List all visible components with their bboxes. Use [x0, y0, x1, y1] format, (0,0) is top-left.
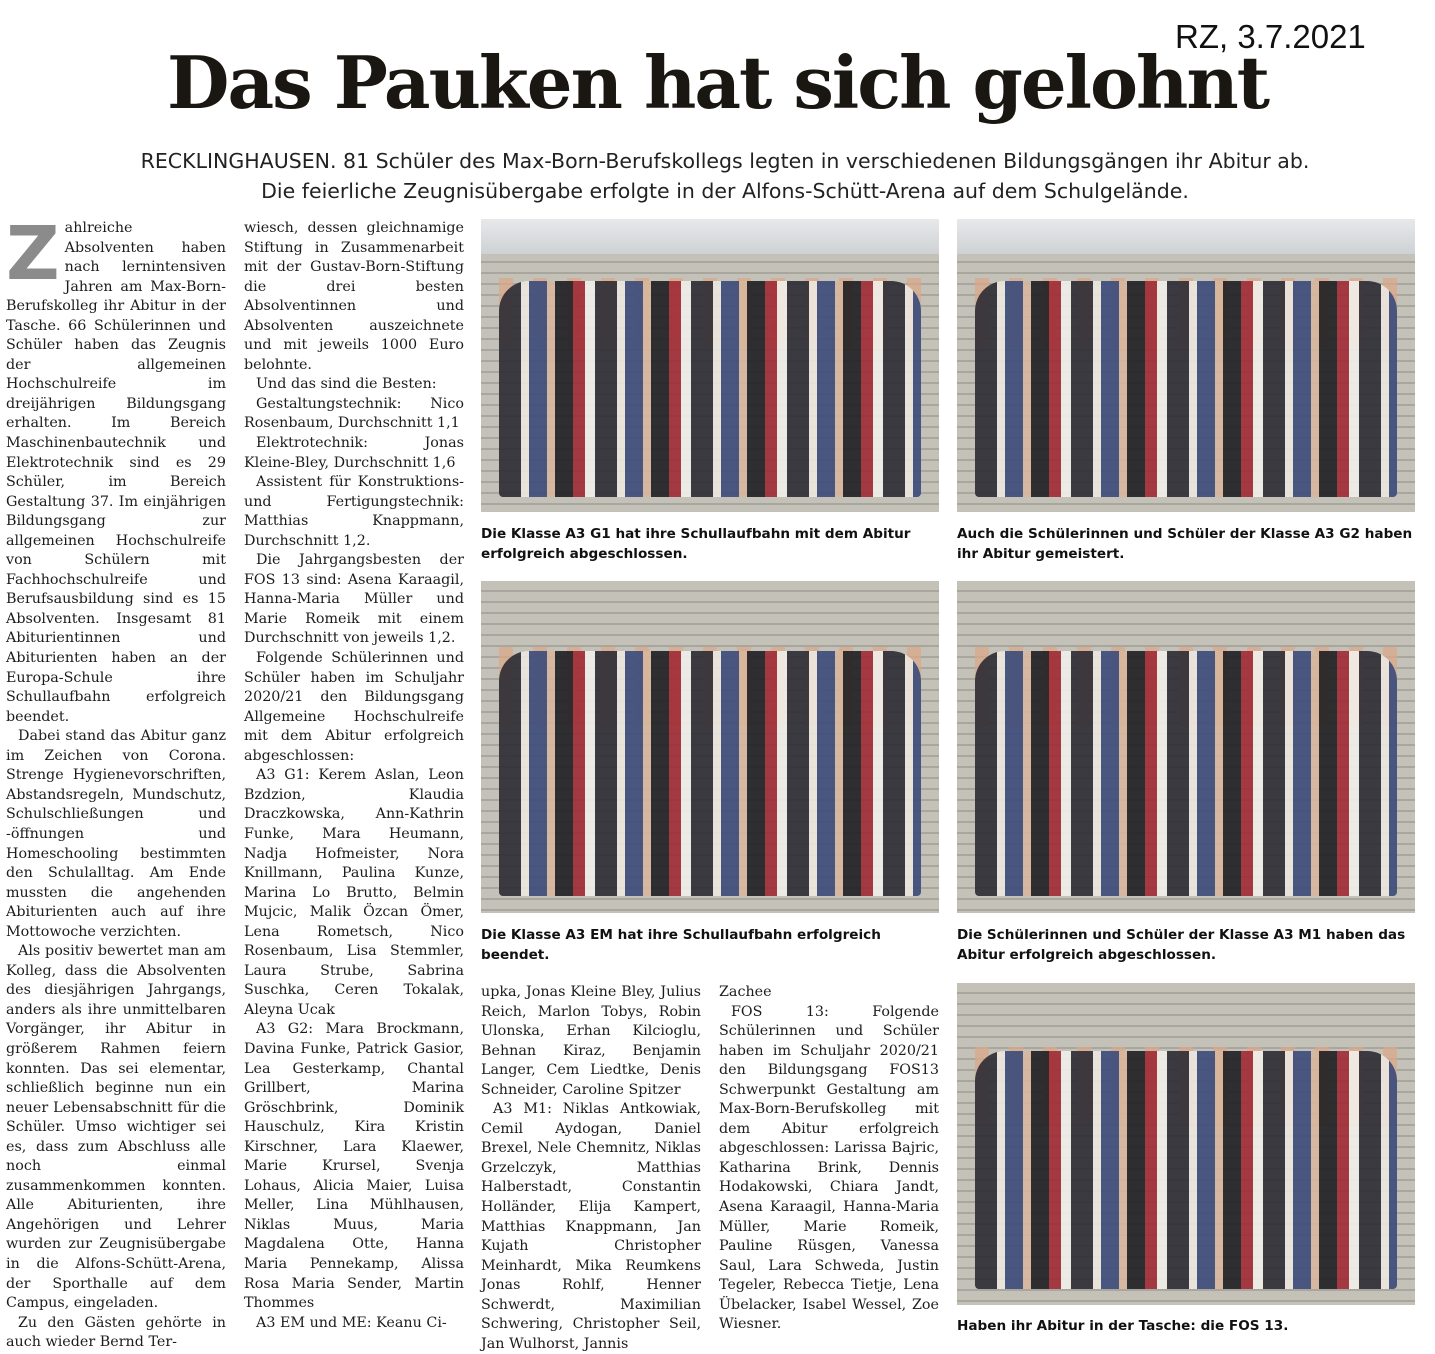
source-date-stamp: RZ, 3.7.2021 [1175, 18, 1366, 55]
paragraph: Folgende Schülerinnen und Schüler haben im Schuljahr 2020/21 den Bildungsgang Allgemeine Hochschulreife mit dem Abitur erfolgreich abgeschlossen: [244, 650, 464, 764]
group-photo-a3-m1 [957, 581, 1415, 913]
group-photo-a3-em [481, 581, 939, 913]
paragraph: Die Jahrgangsbesten der FOS 13 sind: Asena Karaagil, Hanna-Maria Müller und Marie Romeik mit einem Durchschnitt von jeweils 1,2. [244, 552, 464, 647]
paragraph: A3 M1: Niklas Antkowiak, Cemil Aydogan, Daniel Brexel, Nele Chemnitz, Niklas Grzelczyk, Matthias Halberstadt, Constantin Holländer, Elija Kampert, Matthias Knappmann, Jan Kujath Christopher Meinhardt, Mika Reumkens Jonas Rohlf, Henner Schwerdt, Maximilian Schwering, Christopher Seil, Jan Wulhorst, Jannis [481, 1101, 701, 1352]
paragraph: Zu den Gästen gehörte in auch wieder Bernd Ter- [6, 1314, 226, 1351]
group-photo-a3-g1 [481, 219, 939, 512]
group-photo-a3-g2 [957, 219, 1415, 512]
photo-caption: Haben ihr Abitur in der Tasche: die FOS 13. [957, 1318, 1289, 1334]
photo-caption: Die Klasse A3 G1 hat ihre Schullaufbahn mit dem Abitur erfolgreich abgeschlossen. [481, 526, 911, 562]
photo-caption: Die Schülerinnen und Schüler der Klasse A3 M1 haben das Abitur erfolgreich abgeschlossen. [957, 927, 1406, 963]
paragraph: Assistent für Konstruktions- und Fertigungstechnik: Matthias Knappmann, Durchschnitt 1,2. [244, 474, 464, 549]
text-column-3 [481, 983, 701, 1354]
paragraph: Dabei stand das Abitur ganz im Zeichen von Corona. Strenge Hygienevorschriften, Abstandsregeln, Mundschutz, Schulschließungen und -öffnungen und Homeschooling bestimmten den Schulalltag. Am Ende mussten die angehenden Abiturienten auch auf ihre Mottowoche verzichten. [6, 728, 226, 940]
deck-line-1: RECKLINGHAUSEN. 81 Schüler des Max-Born-Berufskollegs legten in verschiedenen Bildungsgängen ihr Abitur ab. [140, 149, 1310, 173]
paragraph: FOS 13: Folgende Schülerinnen und Schüler haben im Schuljahr 2020/21 den Bildungsgang FOS13 Schwerpunkt Gestaltung am Max-Born-Berufskolleg mit dem Abitur erfolgreich abgeschlossen: Larissa Bajric, Katharina Brink, Dennis Hodakowski, Chiara Jandt, Asena Karaagil, Hanna-Maria Müller, Marie Romeik, Pauline Rüsgen, Vanessa Saul, Lara Schweda, Justin Tegeler, Rebecca Tietje, Lena Übelacker, Isabel Wessel, Zoe Wiesner. [719, 1003, 939, 1333]
paragraph: A3 G1: Kerem Aslan, Leon Bzdzion, Klaudia Draczkowska, Ann-Kathrin Funke, Mara Heumann, Nadja Hofmeister, Nora Knillmann, Paulina Kunze, Marina Lo Brutto, Belmin Mujcic, Malik Özcan Ömer, Lena Rometsch, Nico Rosenbaum, Lisa Stemmler, Laura Strube, Sabrina Suschka, Ceren Tokalak, Aleyna Ucak [244, 767, 464, 1018]
text-column-4 [719, 983, 939, 1335]
paragraph: wiesch, dessen gleichnamige Stiftung in Zusammenarbeit mit der Gustav-Born-Stiftung die drei besten Absolventinnen und Absolventen auszeichnete und mit jeweils 1000 Euro belohnte. [244, 220, 464, 373]
headline: Das Pauken hat sich gelohnt [167, 40, 1268, 125]
paragraph: A3 G2: Mara Brockmann, Davina Funke, Patrick Gasior, Lea Gesterkamp, Chantal Grillbert, Marina Gröschbrink, Dominik Hauschulz, Kira Kristin Kirschner, Lara Klaewer, Marie Krursel, Svenja Lohaus, Alicia Maier, Luisa Meller, Lina Mühlhausen, Niklas Muus, Maria Magdalena Otte, Hanna Maria Pennekamp, Alissa Rosa Maria Sender, Martin Thommes [244, 1021, 464, 1312]
group-photo-fos-13 [957, 983, 1415, 1305]
deck-line-2: Die feierliche Zeugnisübergabe erfolgte in der Alfons-Schütt-Arena auf dem Schulgelände. [261, 179, 1189, 203]
drop-cap: Z [6, 211, 60, 297]
paragraph: Zachee [719, 984, 772, 1000]
photo-caption: Die Klasse A3 EM hat ihre Schullaufbahn erfolgreich beendet. [481, 927, 881, 963]
paragraph: Elektrotechnik: Jonas Kleine-Bley, Durchschnitt 1,6 [244, 435, 464, 471]
paragraph: Zahlreiche Absolventen haben nach lernintensiven Jahren am Max-Born-Berufskolleg ihr Abitur in der Tasche. 66 Schülerinnen und Schüler haben das Zeugnis der allgemeinen Hochschulreife im dreijährigen Bildungsgang erhalten. Im Bereich Maschinenbautechnik und Elektrotechnik sind es 29 Schüler, im Bereich Gestaltung 37. Im einjährigen Bildungsgang zur allgemeinen Hochschulreife von Schülern mit Fachhochschulreife und Berufsausbildung sind es 15 Absolventen. Insgesamt 81 Abiturientinnen und Abiturienten haben an der Europa-Schule ihre Schullaufbahn erfolgreich beendet. [6, 211, 226, 725]
photo-caption: Auch die Schülerinnen und Schüler der Klasse A3 G2 haben ihr Abitur gemeistert. [957, 526, 1413, 562]
paragraph: A3 EM und ME: Keanu Ci- [256, 1314, 447, 1331]
paragraph: Gestaltungstechnik: Nico Rosenbaum, Durchschnitt 1,1 [244, 395, 464, 432]
text-column-2 [244, 219, 464, 1333]
article-deck [40, 146, 1410, 206]
paragraph: Und das sind die Besten: [256, 376, 437, 393]
paragraph: Als positiv bewertet man am Kolleg, dass die Absolventen des diesjährigen Jahrgangs, anders als ihre unmittelbaren Vorgänger, ihr Abitur in größerem Rahmen feiern konnten. Das sei elementar, schließlich beginne nun ein neuer Lebensabschnitt für die Schüler. Umso wichtiger sei es, dass zum Abschluss alle noch einmal zusammenkommen konnten. Alle Abiturienten, ihre Angehörigen und Lehrer wurden zur Zeugnisübergabe in die Alfons-Schütt-Arena, der Sporthalle auf dem Campus, eingeladen. [6, 943, 226, 1312]
text-column-1 [6, 211, 226, 1353]
paragraph: upka, Jonas Kleine Bley, Julius Reich, Marlon Tobys, Robin Ulonska, Erhan Kilcioglu, Behnan Kiraz, Benjamin Langer, Cem Liedtke, Denis Schneider, Caroline Spitzer [481, 984, 701, 1098]
